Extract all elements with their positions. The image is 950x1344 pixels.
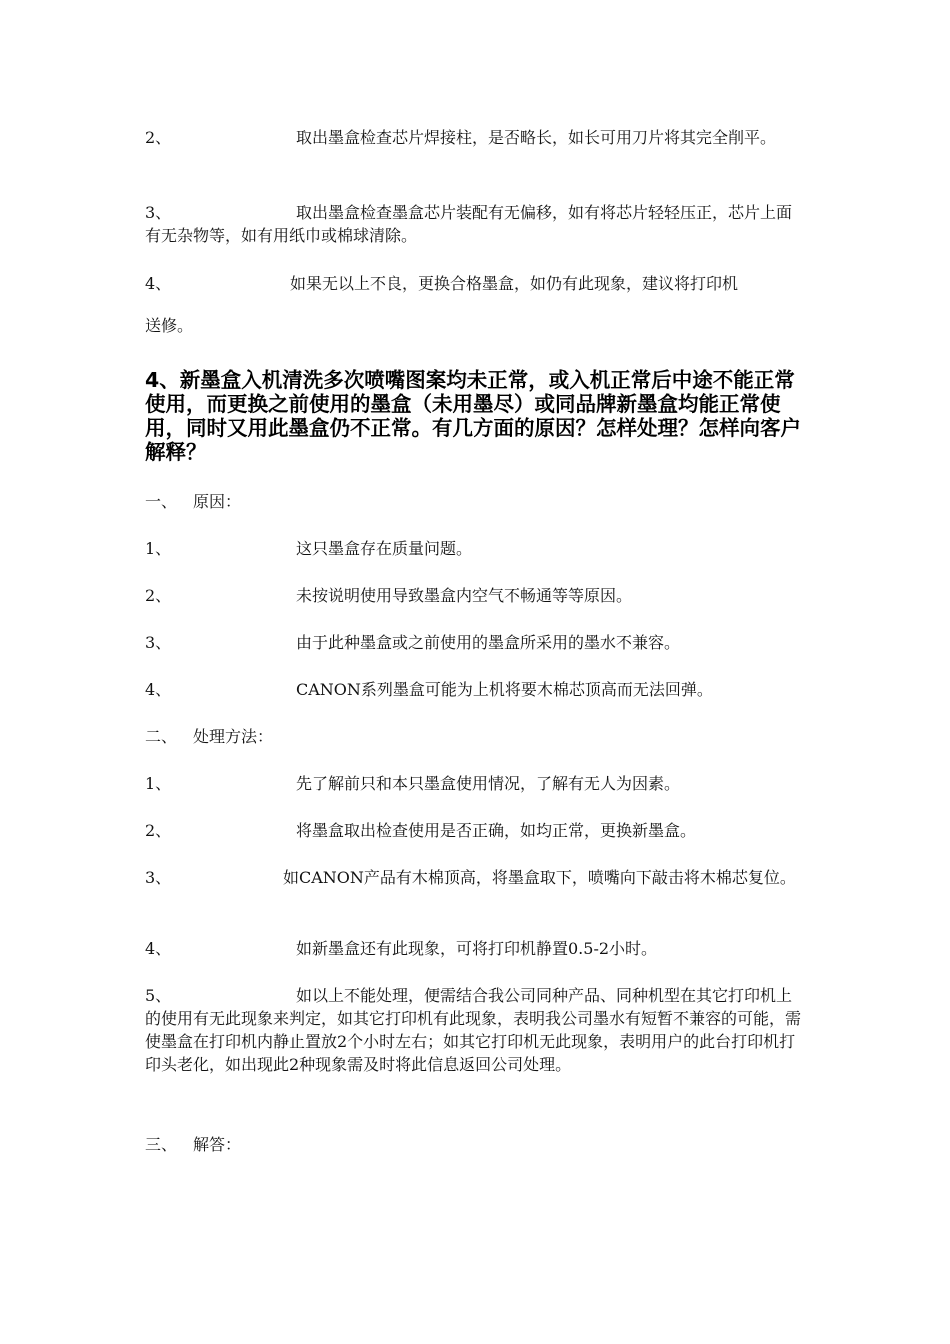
section-label: 解答： (193, 1135, 242, 1154)
item-number: 4、 (145, 274, 172, 293)
list-item (145, 584, 807, 607)
list-item (145, 678, 807, 701)
item-number: 4、 (145, 680, 172, 699)
list-item (145, 937, 807, 960)
list-item (145, 984, 807, 1076)
section-label: 处理方法： (193, 727, 274, 746)
list-item (145, 772, 807, 795)
item-number: 2、 (145, 586, 172, 605)
section-number: 三、 (145, 1135, 178, 1154)
item-number: 3、 (145, 868, 172, 887)
section-title (145, 725, 807, 748)
item-text: CANON系列墨盒可能为上机将要木棉芯顶高而无法回弹。 (296, 680, 713, 699)
section-title (145, 1133, 807, 1156)
list-item-continuation (145, 314, 807, 337)
item-text: 如CANON产品有木棉顶高，将墨盒取下，喷嘴向下敲击将木棉芯复位。 (283, 868, 796, 887)
item-text: 取出墨盒检查墨盒芯片装配有无偏移，如有将芯片轻轻压正，芯片上面有无杂物等，如有用纸巾或棉球清除。 (145, 203, 793, 245)
list-item (145, 272, 807, 295)
section-heading: 4、新墨盒入机清洗多次喷嘴图案均未正常，或入机正常后中途不能正常使用，而更换之前使用的墨盒（未用墨尽）或同品牌新墨盒均能正常使用，同时又用此墨盒仍不正常。有几方面的原因？怎样处理？怎样向客户解释？ (145, 368, 801, 464)
item-text: 由于此种墨盒或之前使用的墨盒所采用的墨水不兼容。 (296, 633, 681, 652)
list-item (145, 126, 807, 149)
item-text: 取出墨盒检查芯片焊接柱，是否略长，如长可用刀片将其完全削平。 (296, 128, 777, 147)
item-number: 1、 (145, 539, 172, 558)
item-text: 如新墨盒还有此现象，可将打印机静置0.5-2小时。 (296, 939, 658, 958)
list-item (145, 866, 807, 889)
item-text: 送修。 (145, 316, 194, 335)
item-number: 2、 (145, 128, 172, 147)
item-text: 这只墨盒存在质量问题。 (296, 539, 473, 558)
item-number: 1、 (145, 774, 172, 793)
section-number: 二、 (145, 727, 178, 746)
item-text: 将墨盒取出检查使用是否正确，如均正常，更换新墨盒。 (296, 821, 697, 840)
item-text: 先了解前只和本只墨盒使用情况，了解有无人为因素。 (296, 774, 681, 793)
list-item (145, 631, 807, 654)
list-item (145, 201, 807, 247)
list-item (145, 537, 807, 560)
item-text: 未按说明使用导致墨盒内空气不畅通等等原因。 (296, 586, 633, 605)
item-number: 3、 (145, 633, 172, 652)
item-text: 如以上不能处理，便需结合我公司同种产品、同种机型在其它打印机上的使用有无此现象来判定，如其它打印机有此现象，表明我公司墨水有短暂不兼容的可能，需使墨盒在打印机内静止置放2个小时左右；如其它打印机无此现象，表明用户的此台打印机打印头老化，如出现此2种现象需及时将此信息返回公司处理。 (145, 986, 802, 1074)
section-label: 原因： (193, 492, 242, 511)
item-number: 5、 (145, 986, 172, 1005)
item-text: 如果无以上不良，更换合格墨盒，如仍有此现象，建议将打印机 (290, 274, 739, 293)
section-title (145, 490, 807, 513)
item-number: 2、 (145, 821, 172, 840)
item-number: 3、 (145, 203, 172, 222)
section-number: 一、 (145, 492, 178, 511)
list-item (145, 819, 807, 842)
item-number: 4、 (145, 939, 172, 958)
